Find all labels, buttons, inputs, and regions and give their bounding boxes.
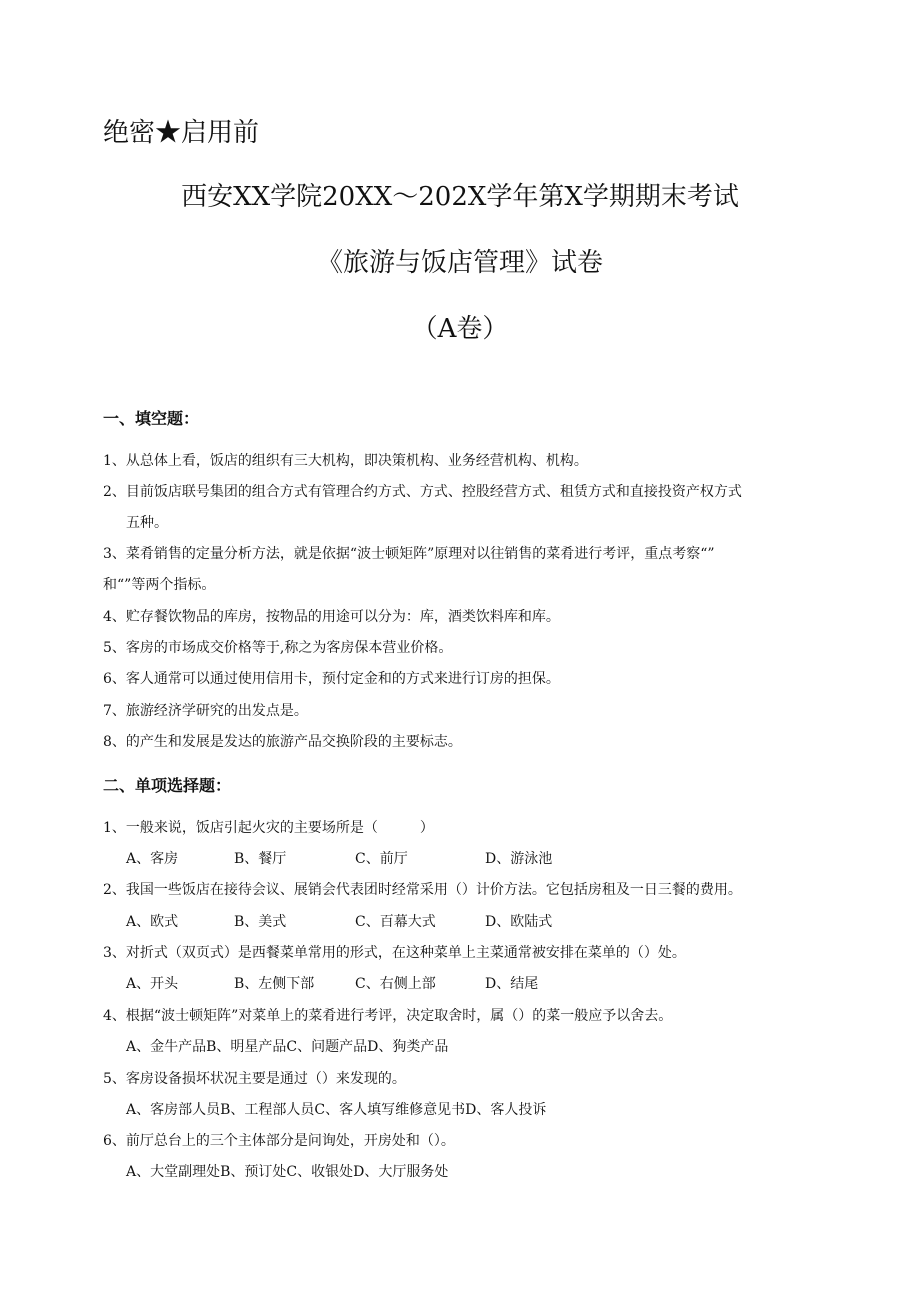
option-c: C、右侧上部 <box>355 976 436 992</box>
option-c: C、前厅 <box>355 851 408 867</box>
question-choice-5-options: A、客房部人员B、工程部人员C、客人填写维修意见书D、客人投诉 <box>126 1102 547 1118</box>
question-choice-3: 3、对折式（双页式）是西餐菜单常用的形式，在这种菜单上主菜通常被安排在菜单的（）处。 <box>103 945 686 961</box>
option-b: B、左侧下部 <box>234 976 315 992</box>
option-b: B、美式 <box>234 914 287 930</box>
question-fill-2: 2、目前饭店联号集团的组合方式有管理合约方式、方式、控股经营方式、租赁方式和直接投资产权方式 <box>103 484 742 500</box>
option-a: A、客房 <box>126 851 179 867</box>
secret-mark: 绝密★启用前 <box>103 118 260 148</box>
option-a: A、欧式 <box>126 914 179 930</box>
question-fill-1: 1、从总体上看，饭店的组织有三大机构，即决策机构、业务经营机构、机构。 <box>103 453 588 469</box>
question-choice-2: 2、我国一些饭店在接待会议、展销会代表团时经常采用（）计价方法。它包括房租及一日三餐的费用。 <box>103 882 742 898</box>
question-fill-5: 5、客房的市场成交价格等于,称之为客房保本营业价格。 <box>103 640 453 656</box>
option-a: A、开头 <box>126 976 179 992</box>
question-choice-6: 6、前厅总台上的三个主体部分是问询处，开房处和（）。 <box>103 1133 455 1149</box>
question-fill-6: 6、客人通常可以通过使用信用卡，预付定金和的方式来进行订房的担保。 <box>103 671 560 687</box>
question-fill-7: 7、旅游经济学研究的出发点是。 <box>103 703 308 719</box>
question-choice-6-options: A、大堂副理处B、预订处C、收银处D、大厅服务处 <box>126 1164 449 1180</box>
question-choice-4-options: A、金牛产品B、明星产品C、问题产品D、狗类产品 <box>126 1039 449 1055</box>
question-fill-8: 8、的产生和发展是发达的旅游产品交换阶段的主要标志。 <box>103 734 462 750</box>
question-choice-5: 5、客房设备损坏状况主要是通过（）来发现的。 <box>103 1071 406 1087</box>
question-choice-4: 4、根据“波士顿矩阵”对菜单上的菜肴进行考评，决定取舍时，属（）的菜一般应予以舍去。 <box>103 1008 673 1024</box>
option-d: D、结尾 <box>485 976 539 992</box>
option-d: D、游泳池 <box>485 851 553 867</box>
exam-title: 西安XX学院20XX～202X学年第X学期期末考试 <box>181 182 739 212</box>
question-fill-3: 3、菜肴销售的定量分析方法，就是依据“波士顿矩阵”原理对以往销售的菜肴进行考评，重点考察“” <box>103 546 715 562</box>
option-b: B、餐厅 <box>234 851 287 867</box>
question-fill-2-cont: 五种。 <box>126 515 168 531</box>
section-heading-single-choice: 二、单项选择题： <box>103 776 232 795</box>
option-d: D、欧陆式 <box>485 914 553 930</box>
question-fill-4: 4、贮存餐饮物品的库房，按物品的用途可以分为：库，酒类饮料库和库。 <box>103 609 560 625</box>
question-choice-1: 1、一般来说，饭店引起火灾的主要场所是（ ） <box>103 820 434 836</box>
section-heading-fill-blank: 一、填空题： <box>103 409 200 428</box>
question-fill-3-cont: 和“”等两个指标。 <box>103 577 216 593</box>
paper-version: （A卷） <box>411 314 509 344</box>
option-c: C、百幕大式 <box>355 914 436 930</box>
course-title: 《旅游与饭店管理》试卷 <box>316 248 603 278</box>
